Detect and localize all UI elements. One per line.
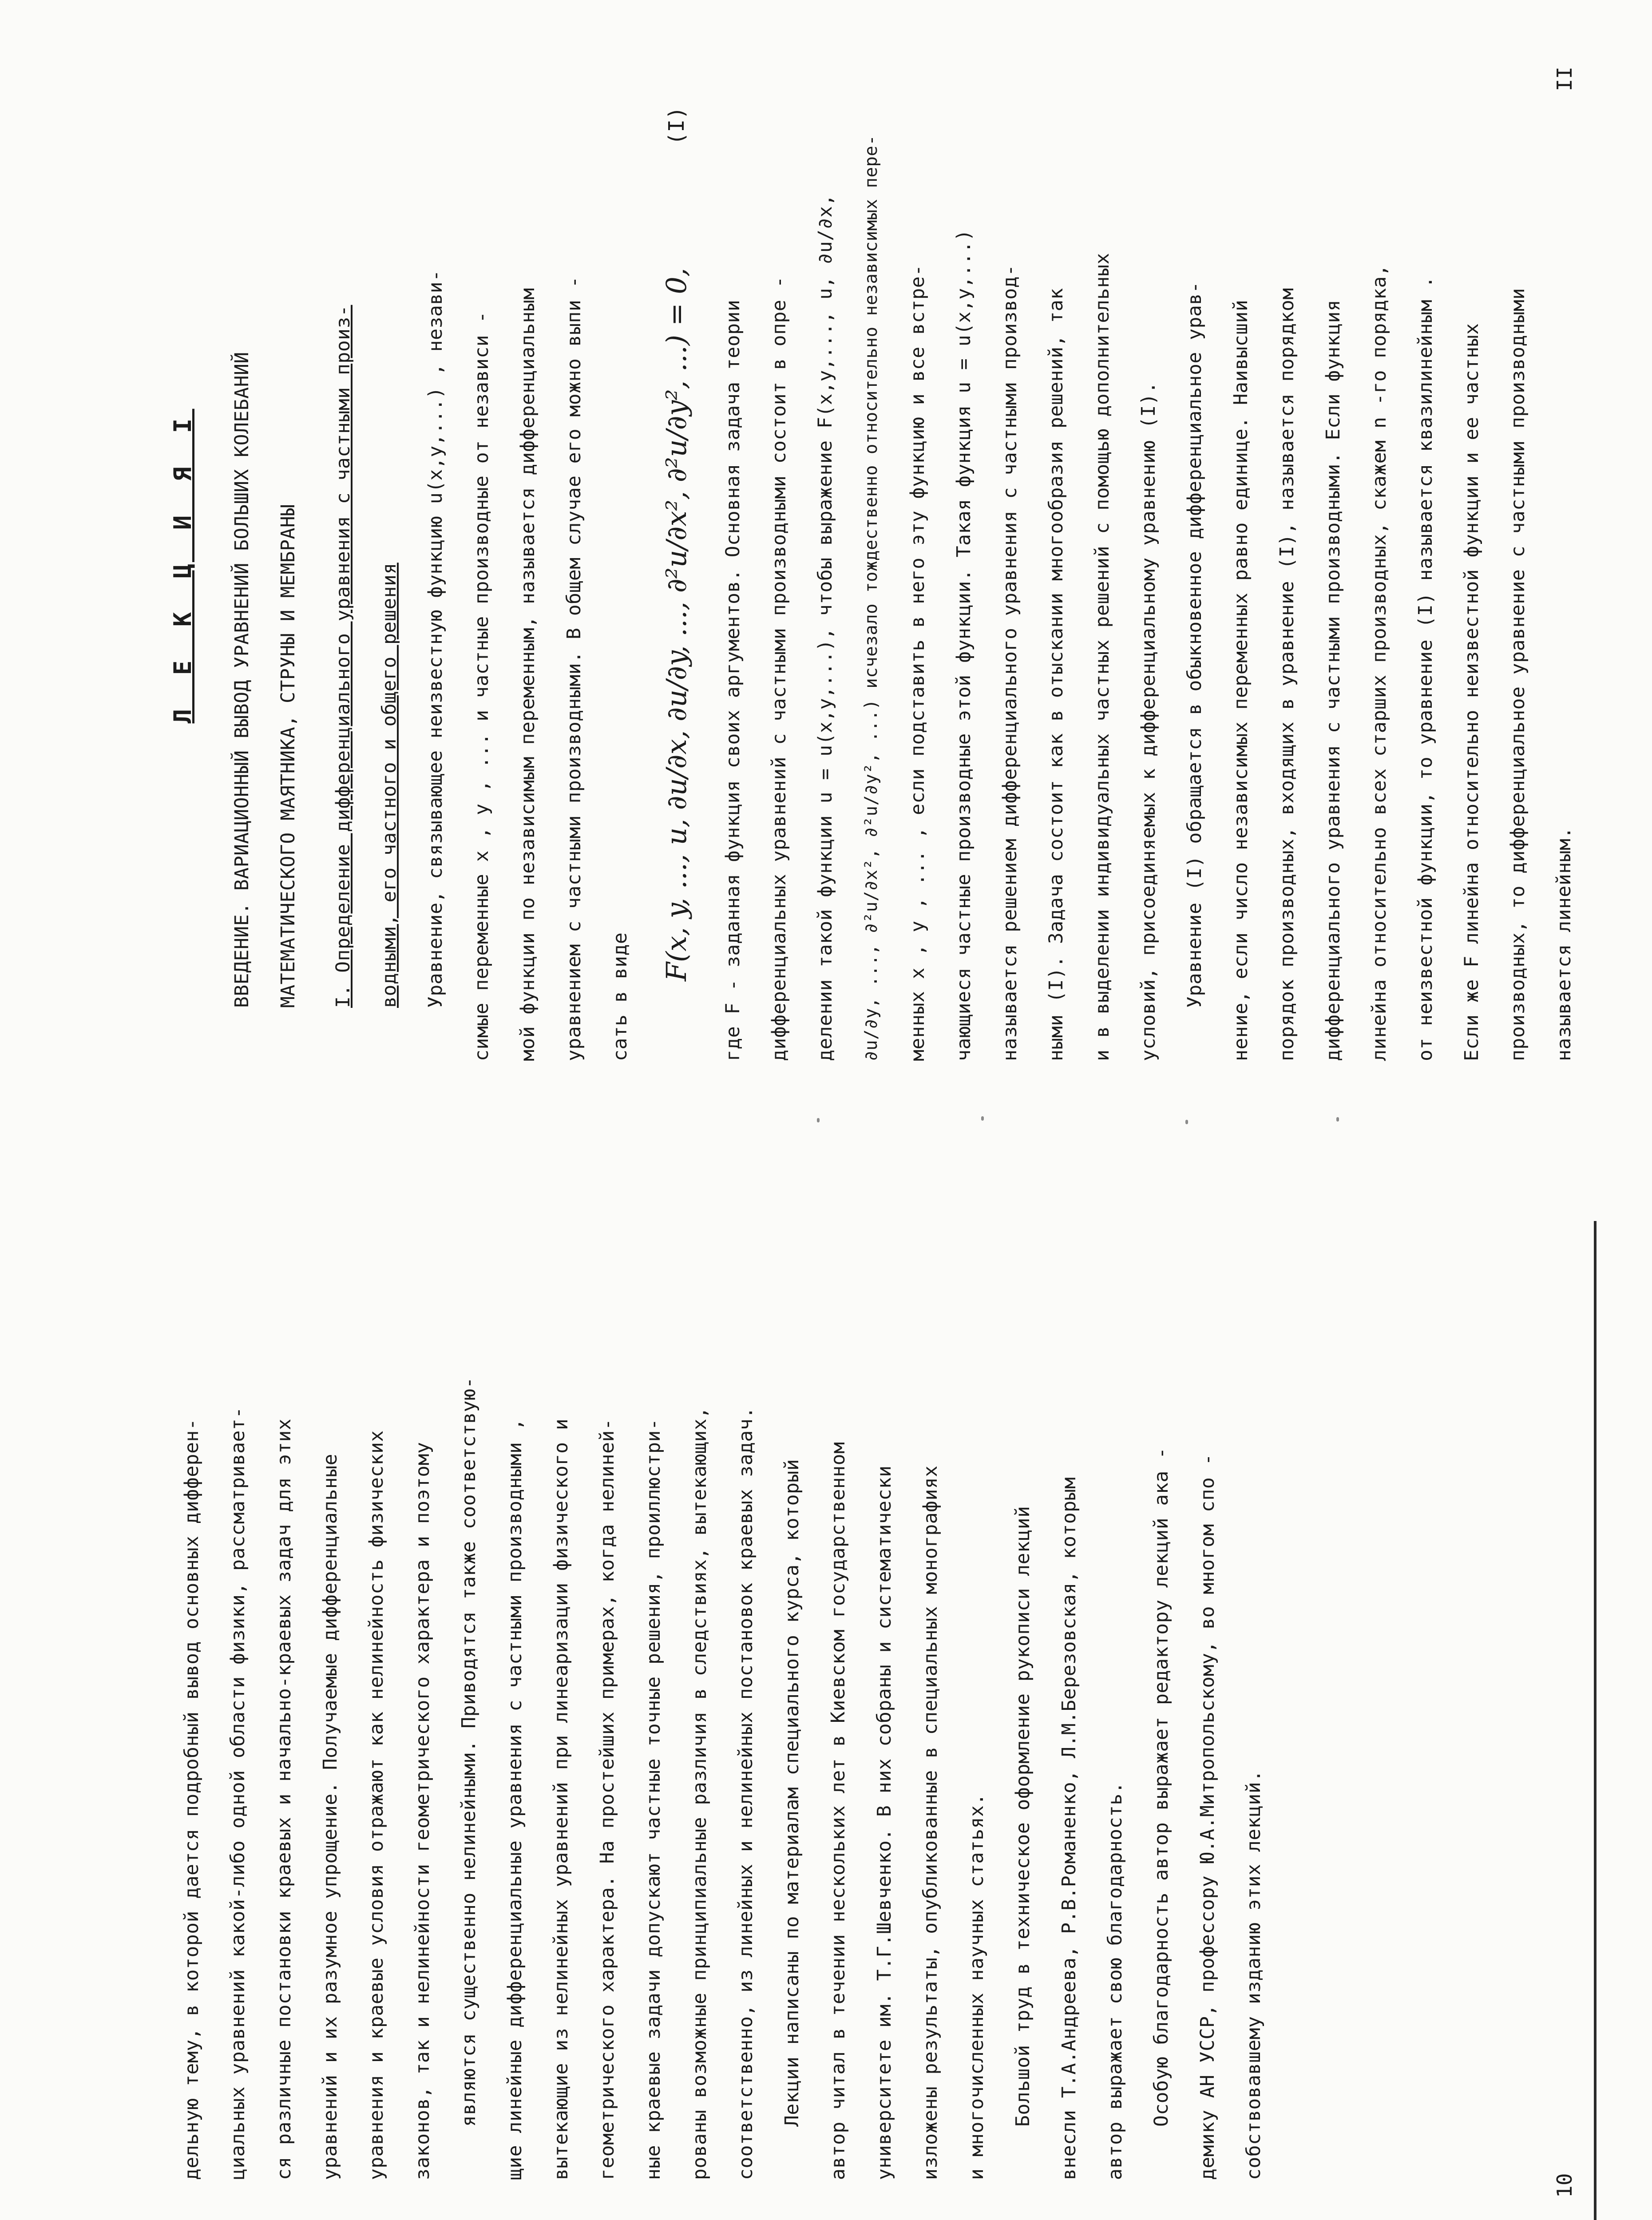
text-line: рованы возможные принципиальные различия в следствиях, вытекающих, (689, 1407, 711, 2180)
right-page-text (169, 71, 1587, 1061)
text-line: внесли Т.А.Андреева, Р.В.Романенко, Л.М.Березовская, которым (1058, 1477, 1080, 2180)
text-line: линейна относительно всех старших производных, скажем n -го порядка, (1368, 264, 1391, 1061)
text-line: ными (I). Задача состоит как в отыскании многообразия решений, так (1045, 288, 1067, 1061)
text-line: и в выделении индивидуальных частных решений с помощью дополнительных (1091, 253, 1113, 1061)
text-line: мой функции по независимым переменным, называется дифференциальным (517, 288, 539, 1061)
equation-number: (I) (664, 107, 689, 145)
text-line: Если же F линейна относительно неизвестной функции и ее частных (1461, 323, 1483, 1061)
text-line: уравнений и их разумное упрощение. Получаемые дифференциальные (319, 1453, 341, 2180)
lecture-title: Л Е К Ц И Я I (169, 408, 197, 724)
text-line: называется решением дифференциального уравнения с частными производ- (999, 264, 1021, 1061)
heading-line: ВВЕДЕНИЕ. ВАРИАЦИОННЫЙ ВЫВОД УРАВНЕНИЙ БОЛЬШИХ КОЛЕБАНИЙ (231, 352, 253, 1008)
text-line: Особую благодарность автор выражает редактору лекций ака - (1150, 1447, 1173, 2127)
equation-1 (643, 71, 710, 1061)
text-line: законов, так и нелинейности геометрического характера и поэтому (412, 1442, 434, 2180)
text-line: менных x , y , ... , если подставить в него эту функцию и все встре- (907, 264, 929, 1061)
text-line: условий, присоединяемых к дифференциальному уравнению (I). (1137, 381, 1160, 1061)
text-line: ные краевые задачи допускают частные точные решения, проиллюстри- (642, 1418, 665, 2180)
text-line: дифференциального уравнения с частными производными. Если функция (1322, 299, 1344, 1061)
text-line: порядок производных, входящих в уравнение (I), называется порядком (1276, 288, 1298, 1061)
text-line: уравнения и краевые условия отражают как нелинейность физических (365, 1430, 388, 2180)
page-number: II (1553, 67, 1577, 91)
text-line: от неизвестной функции, то уравнение (I) называется квазилинейным . (1414, 276, 1437, 1061)
text-line: дифференциальных уравнений с частными производными состоит в опре - (768, 276, 790, 1061)
text-line: изложены результаты, опубликованные в специальных монографиях (919, 1465, 942, 2180)
equation-body: F(x, y, ..., u, ∂u/∂x, ∂u/∂y, ..., ∂²u/∂x², ∂²u/∂y², ...) = 0, (660, 268, 693, 981)
section-heading: I. Определение дифференциального уравнения с частными произ- (332, 305, 354, 1008)
text-line: вытекающие из нелинейных уравнений при линеаризации физического и (550, 1418, 572, 2180)
text-line: где F - заданная функция своих аргументов. Основная задача теории (722, 299, 744, 1061)
section-heading: водными, его частного и общего решения (378, 563, 400, 1008)
text-line: автор выражает свою благодарность. (1104, 1781, 1126, 2180)
text-line: ся различные постановки краевых и начально-краевых задач для этих (273, 1418, 295, 2180)
text-line: симые переменные x , y , ... и частные производные от независи - (471, 311, 493, 1061)
text-line: Лекции написаны по материалам специального курса, который (781, 1459, 803, 2127)
heading-line: МАТЕМАТИЧЕСКОГО МАЯТНИКА, СТРУНЫ И МЕМБРАНЫ (277, 504, 299, 1008)
text-line: щие линейные дифференциальные уравнения с частными производными , (504, 1418, 526, 2180)
text-line: нение, если число независимых переменных равно единице. Наивысший (1230, 299, 1252, 1061)
text-line: автор читал в течении нескольких лет в Киевском государственном (827, 1442, 849, 2180)
left-page-text (169, 1225, 1277, 2180)
text-line: дельную тему, в которой дается подробный вывод основных дифферен- (181, 1418, 203, 2180)
text-line: делении такой функции u = u(x,y,...), чтобы выражение F(x,y,..., u, ∂u/∂x, (814, 194, 836, 1061)
text-line: соответственно, из линейных и нелинейных постановок краевых задач. (735, 1407, 757, 2180)
text-line: производных, то дифференциальное уравнение с частными производными (1507, 288, 1529, 1061)
text-line: собствовавшему изданию этих лекций. (1243, 1770, 1265, 2180)
text-line: чающиеся частные производные этой функции. Такая функция u = u(x,y,...) (953, 229, 975, 1061)
text-line: Большой труд в техническое оформление рукописи лекций (1012, 1506, 1034, 2127)
text-line: геометрического характера. На простейших примерах, когда нелиней- (596, 1418, 618, 2180)
text-line: ∂u/∂y, ..., ∂²u/∂x², ∂²u/∂y², ...) исчезало тождественно относительно независимых пере- (861, 135, 881, 1061)
text-line: уравнением с частными производными. В общем случае его можно выпи - (563, 276, 585, 1061)
text-line: являются существенно нелинейными. Приводятся также соответствую- (458, 1377, 480, 2127)
text-line: Уравнение, связывающее неизвестную функцию u(x,y,...) , незави- (424, 270, 447, 1008)
text-line: называется линейным. (1553, 827, 1575, 1061)
text-line: циальных уравнений какой-либо одной области физики, рассматривает- (227, 1407, 249, 2180)
left-page (0, 1132, 1652, 2220)
text-line: университете им. Т.Г.Шевченко. В них собраны и систематически (873, 1465, 895, 2180)
text-line: демику АН УССР, профессору Ю.А.Митропольскому, во многом спо - (1196, 1453, 1219, 2180)
text-line: Уравнение (I) обращается в обыкновенное дифференциальное урав- (1184, 281, 1206, 1008)
page-number: 10 (1553, 2173, 1577, 2198)
text-line: и многочисленных научных статьях. (966, 1793, 988, 2180)
text-line: сать в виде (609, 932, 631, 1061)
scan-edge-line (1594, 1221, 1597, 2220)
